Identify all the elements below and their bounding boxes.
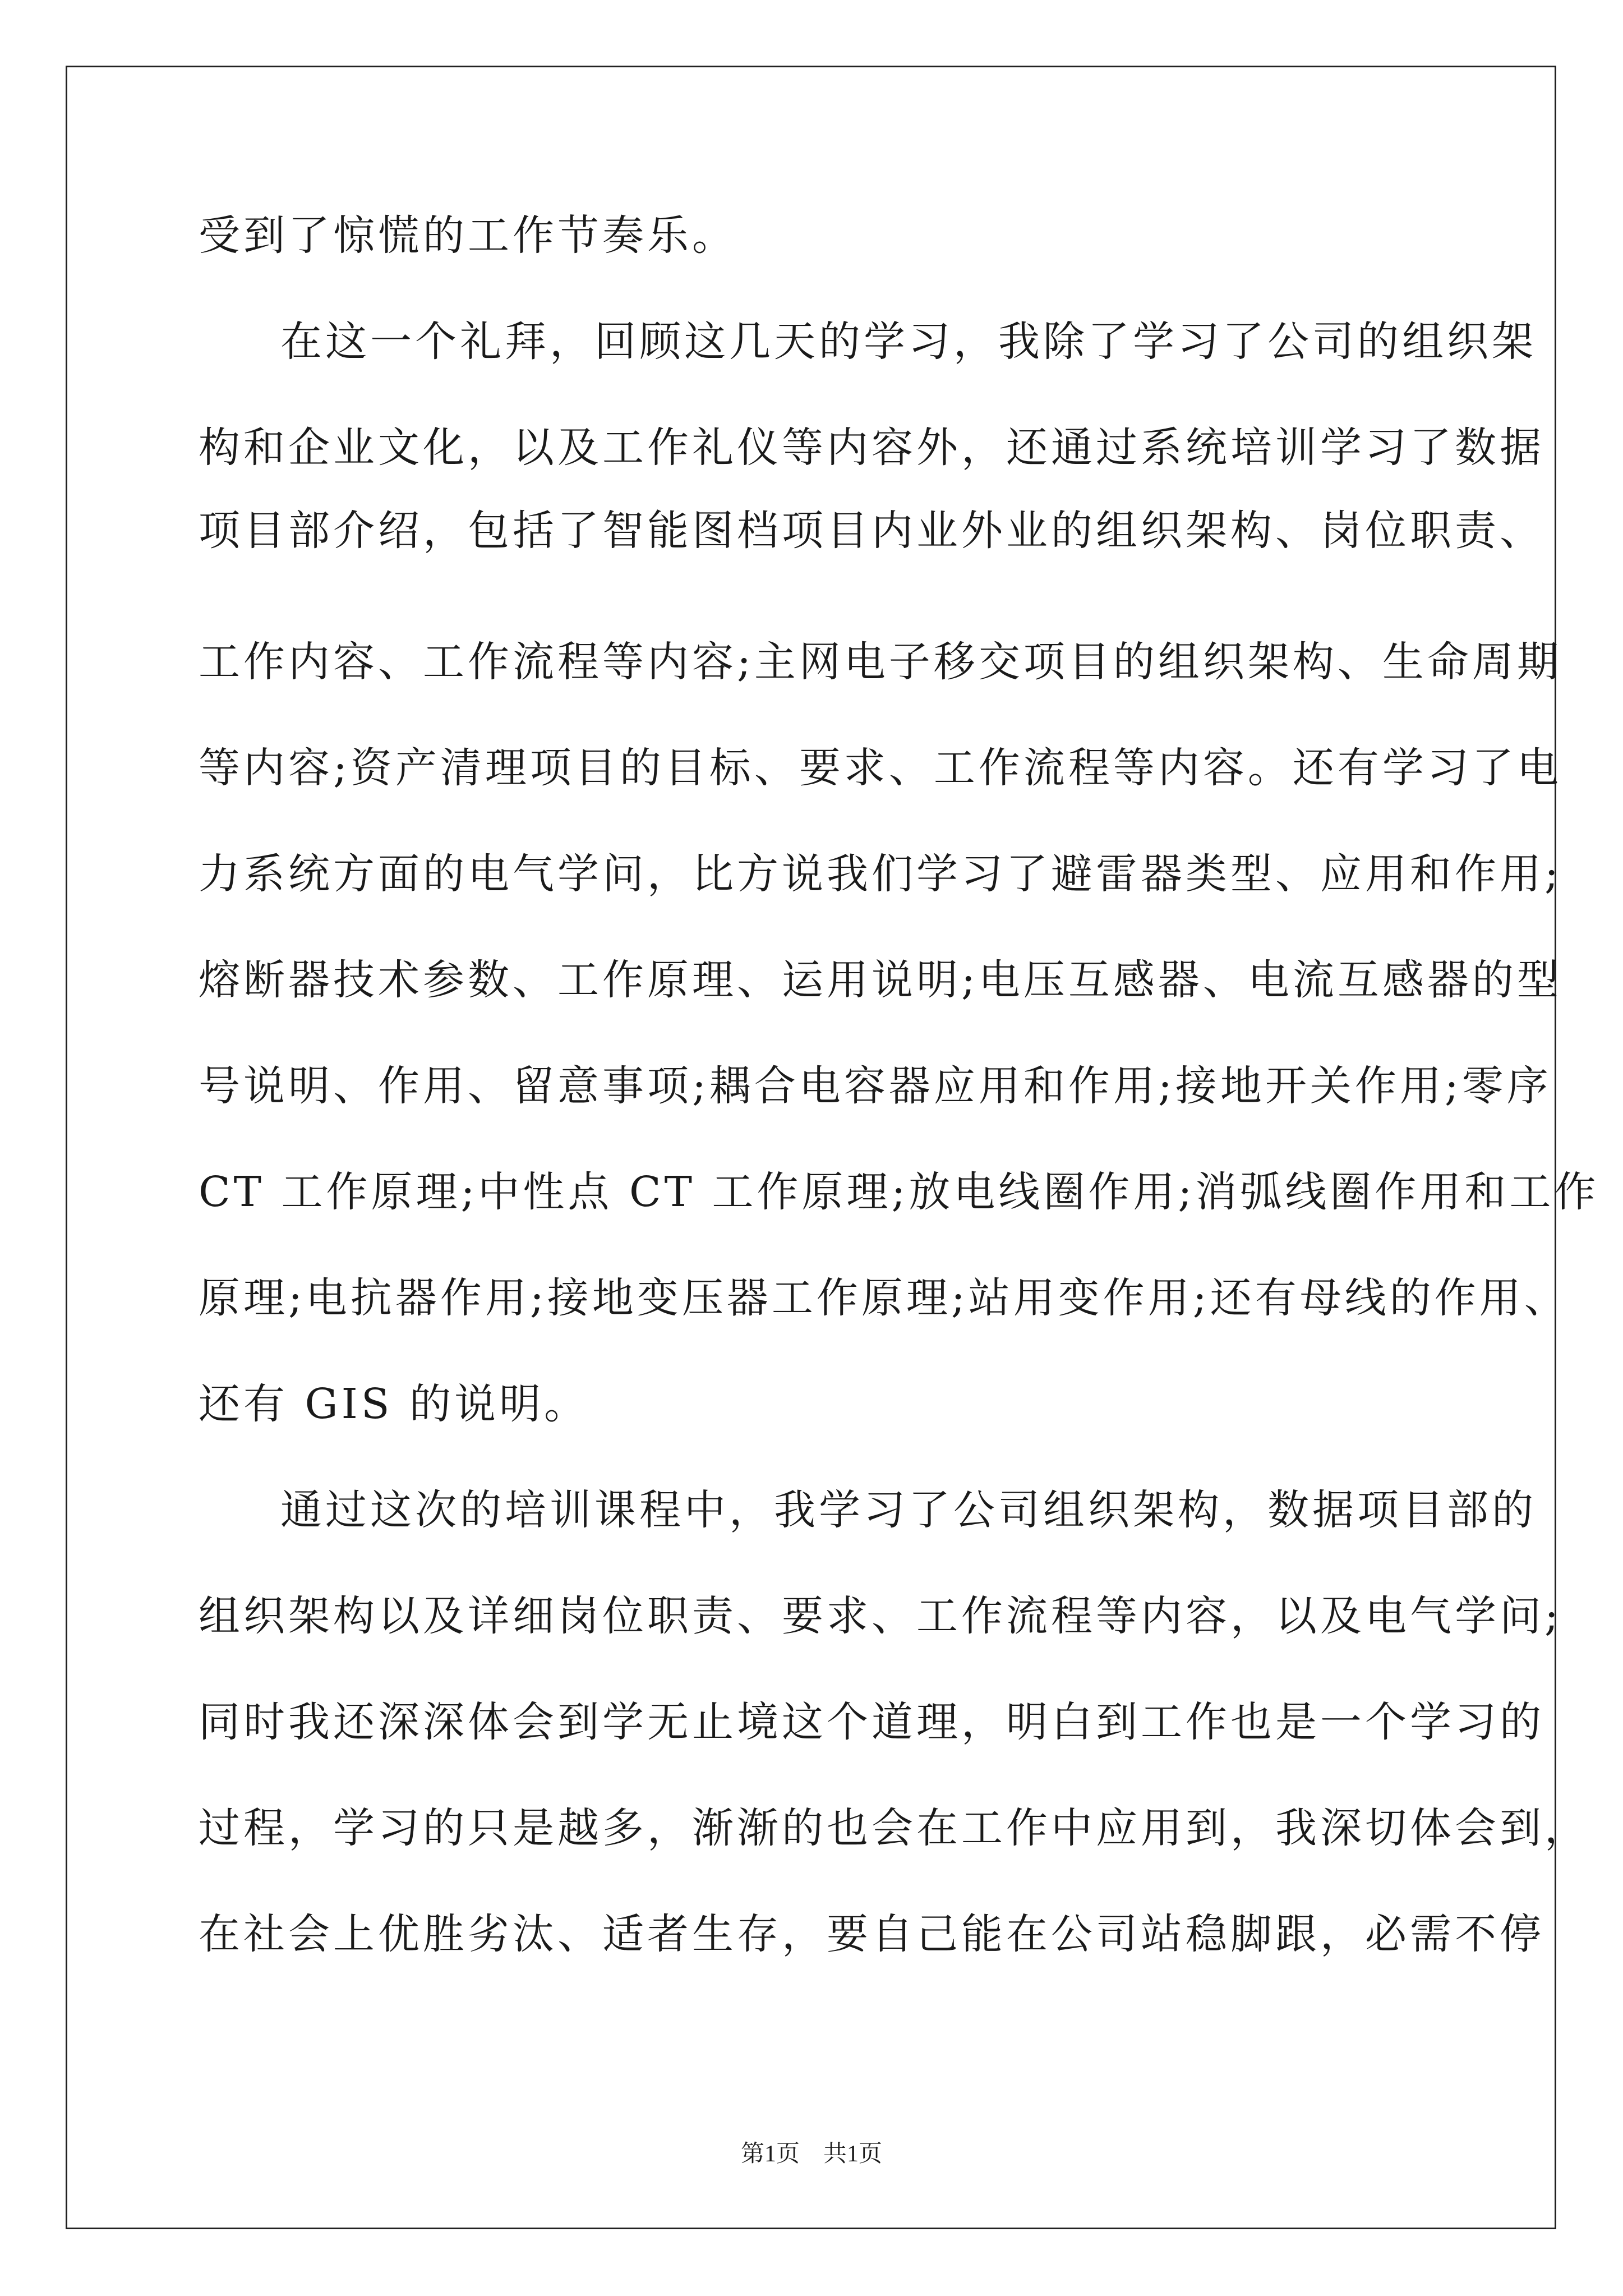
text-line: 组织架构以及详细岗位职责、要求、工作流程等内容，以及电气学问; [199,1592,1562,1640]
text-line: 等内容;资产清理项目的目标、要求、工作流程等内容。还有学习了电 [199,744,1562,792]
text-line: 工作内容、工作流程等内容;主网电子移交项目的组织架构、生命周期 [199,638,1562,686]
text-line: 受到了惊慌的工作节奏乐。 [199,211,737,260]
page-border [66,66,1556,2229]
text-line: 熔断器技术参数、工作原理、运用说明;电压互感器、电流互感器的型 [199,956,1562,1004]
text-line: 在社会上优胜劣汰、适者生存，要自己能在公司站稳脚跟，必需不停 [199,1910,1544,1958]
text-line: 原理;电抗器作用;接地变压器工作原理;站用变作用;还有母线的作用、 [199,1274,1569,1322]
page-footer: 第1页 共1页 [740,2141,882,2167]
text-line: 同时我还深深体会到学无止境这个道理，明白到工作也是一个学习的 [199,1698,1544,1746]
text-line: 力系统方面的电气学问，比方说我们学习了避雷器类型、应用和作用; [199,850,1562,898]
text-line: CT 工作原理;中性点 CT 工作原理;放电线圈作用;消弧线圈作用和工作 [199,1168,1599,1216]
text-line: 过程，学习的只是越多，渐渐的也会在工作中应用到，我深切体会到， [199,1804,1589,1852]
text-line: 还有 GIS 的说明。 [199,1380,589,1428]
paragraph-start-line: 在这一个礼拜，回顾这几天的学习，我除了学习了公司的组织架 [280,318,1537,366]
text-line: 构和企业文化，以及工作礼仪等内容外，还通过系统培训学习了数据 [199,424,1544,472]
text-line: 号说明、作用、留意事项;耦合电容器应用和作用;接地开关作用;零序 [199,1062,1552,1110]
paragraph-start-line: 通过这次的培训课程中，我学习了公司组织架构，数据项目部的 [280,1486,1537,1534]
text-line: 项目部介绍，包括了智能图档项目内业外业的组织架构、岗位职责、 [199,507,1544,555]
